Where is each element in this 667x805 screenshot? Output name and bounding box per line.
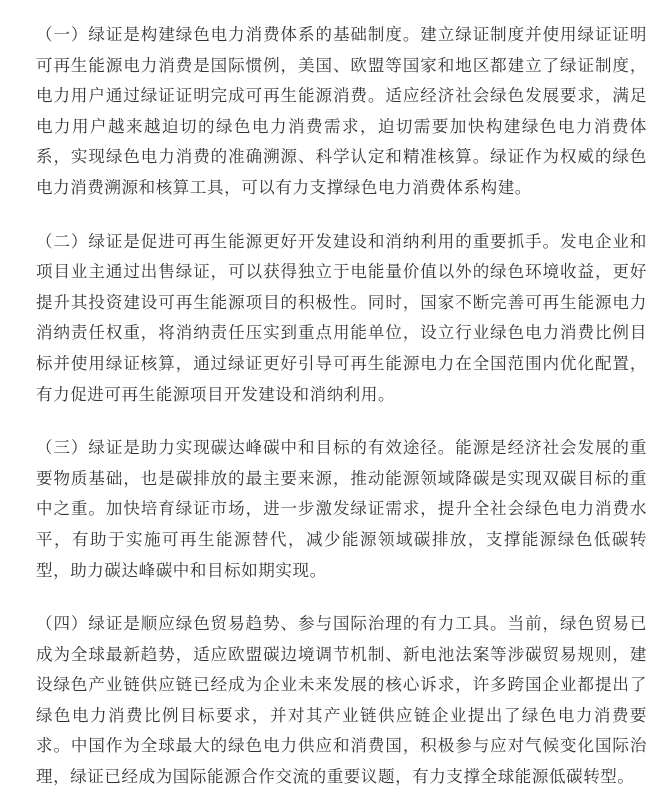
paragraph-4: （四）绿证是顺应绿色贸易趋势、参与国际治理的有力工具。当前，绿色贸易已成为全球最新趋势，适应欧盟碳边境调节机制、新电池法案等涉碳贸易规则，建设绿色产业链供应链已经成为企业未来发展的核心诉求，许多跨国企业都提出了绿色电力消费比例目标要求，并对其产业链供应链企业提出了绿色电力消费要求。中国作为全球最大的绿色电力供应和消费国，积极参与应对气候变化国际治理，绿证已经成为国际能源合作交流的重要议题，有力支撑全球能源低碳转型。 [36,614,647,787]
paragraph-1: （一）绿证是构建绿色电力消费体系的基础制度。建立绿证制度并使用绿证证明可再生能源电力消费是国际惯例，美国、欧盟等国家和地区都建立了绿证制度，电力用户通过绿证证明完成可再生能源消费。适应经济社会绿色发展要求，满足电力用户越来越迫切的绿色电力消费需求，迫切需要加快构建绿色电力消费体系，实现绿色电力消费的准确溯源、科学认定和精准核算。绿证作为权威的绿色电力消费溯源和核算工具，可以有力支撑绿色电力消费体系构建。 [36,25,647,197]
paragraph-3: （三）绿证是助力实现碳达峰碳中和目标的有效途径。能源是经济社会发展的重要物质基础，也是碳排放的最主要来源，推动能源领域降碳是实现双碳目标的重中之重。加快培育绿证市场，进一步激发绿证需求，提升全社会绿色电力消费水平，有助于实施可再生能源替代，减少能源领域碳排放，支撑能源绿色低碳转型，助力碳达峰碳中和目标如期实现。 [36,438,647,580]
paragraph-2: （二）绿证是促进可再生能源更好开发建设和消纳利用的重要抓手。发电企业和项目业主通过出售绿证，可以获得独立于电能量价值以外的绿色环境收益，更好提升其投资建设可再生能源项目的积极性。同时，国家不断完善可再生能源电力消纳责任权重，将消纳责任压实到重点用能单位，设立行业绿色电力消费比例目标并使用绿证核算，通过绿证更好引导可再生能源电力在全国范围内优化配置，有力促进可再生能源项目开发建设和消纳利用。 [36,231,647,404]
